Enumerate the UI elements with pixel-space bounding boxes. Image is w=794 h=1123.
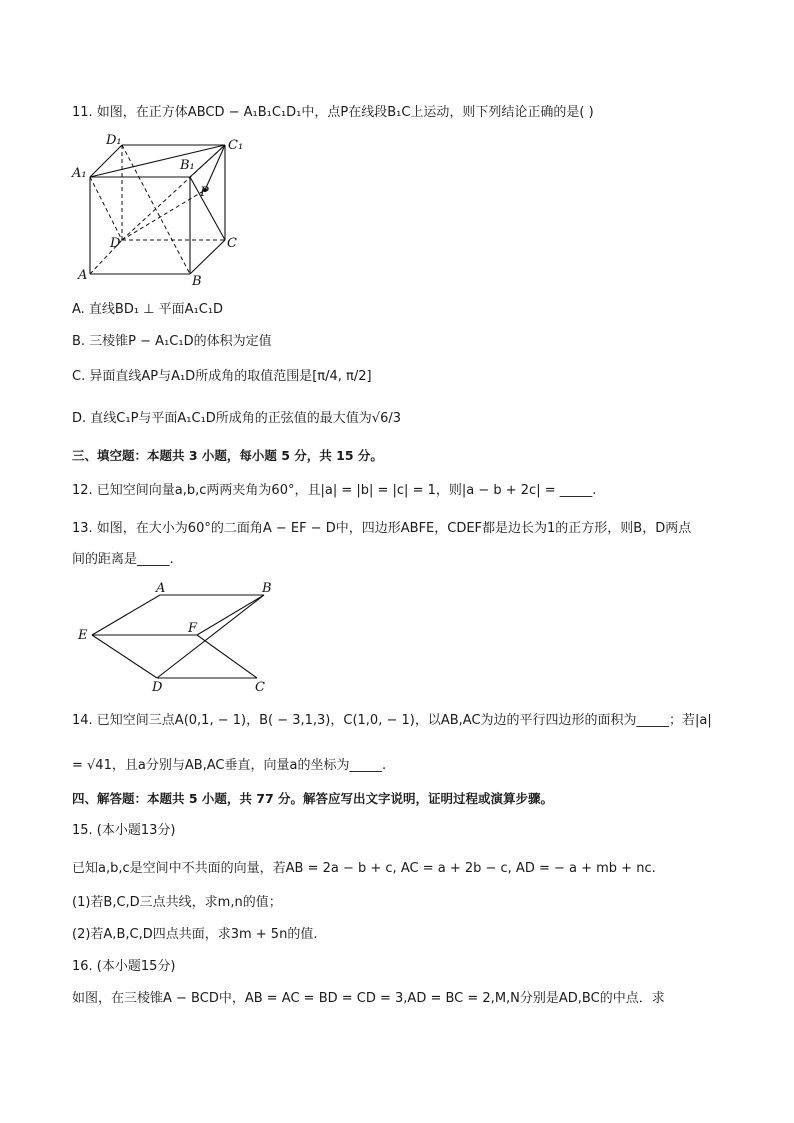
label-a1: A₁ [72, 166, 87, 181]
q11-option-d: D. 直线C₁P与平面A₁C₁D所成角的正弦值的最大值为√6/3 [72, 411, 402, 426]
q15-part1: (1)若B,C,D三点共线，求m,n的值； [72, 895, 282, 910]
q14-line1: 14. 已知空间三点A(0,1, − 1)，B( − 3,1,3)，C(1,0, − 1)，以AB,AC为边的平行四边形的面积为_____；若|a| [72, 713, 712, 728]
label-p: P [200, 185, 209, 200]
label-c: C [255, 680, 265, 695]
q15-part2: (2)若A,B,C,D四点共面，求3m + 5n的值. [72, 927, 318, 942]
label-a: A [156, 581, 166, 596]
label-b1: B₁ [180, 158, 195, 173]
label-c1: C₁ [228, 138, 244, 153]
dihedral-figure [72, 580, 287, 695]
q14-line2: = √41，且a分别与AB,AC垂直，向量a的坐标为_____. [72, 758, 387, 773]
seg-pc1 [205, 145, 225, 190]
label-f: F [188, 621, 198, 636]
section-solution-heading: 四、解答题：本题共 5 小题，共 77 分。解答应写出文字说明，证明过程或演算步骤。 [72, 791, 554, 806]
diag-a1c1 [90, 145, 225, 177]
cube-figure [70, 132, 255, 288]
label-c: C [227, 236, 237, 251]
q13-line2: 间的距离是_____. [72, 552, 174, 567]
label-d: D [152, 680, 163, 695]
q11-option-b: B. 三棱锥P − A₁C₁D的体积为定值 [72, 334, 272, 349]
edge-a1d1 [90, 145, 122, 177]
q11-option-c: C. 异面直线AP与A₁D所成角的取值范围是[π/4, π/2] [72, 369, 372, 384]
q16-heading: 16. (本小题15分) [72, 959, 176, 974]
label-a: A [78, 268, 88, 283]
label-e: E [78, 628, 88, 643]
q15-stem: 已知a,b,c是空间中不共面的向量，若AB = 2a − b + c, AC = a + 2b − c, AD = − a + mb + nc. [72, 861, 656, 876]
label-b: B [192, 274, 202, 288]
q12-text: 12. 已知空间向量a,b,c两两夹角为60°，且|a| = |b| = |c| = 1，则|a − b + 2c| = _____. [72, 483, 597, 498]
edge-bc [190, 240, 225, 274]
label-d: D [110, 236, 121, 251]
q13-line1: 13. 如图，在大小为60°的二面角A − EF − D中，四边形ABFE，CDEF都是边长为1的正方形，则B，D两点 [72, 521, 692, 536]
label-b: B [262, 581, 272, 596]
label-d1: D₁ [106, 133, 122, 148]
q11-stem: 11. 如图，在正方体ABCD − A₁B₁C₁D₁中，点P在线段B₁C上运动，则下列结论正确的是( ) [72, 105, 594, 120]
q15-heading: 15. (本小题13分) [72, 823, 176, 838]
q16-stem: 如图，在三棱锥A − BCD中，AB = AC = BD = CD = 3,AD = BC = 2,M,N分别是AD,BC的中点．求 [72, 991, 665, 1006]
section-fill-in-heading: 三、填空题：本题共 3 小题，每小题 5 分，共 15 分。 [72, 448, 383, 463]
q11-option-a: A. 直线BD₁ ⊥ 平面A₁C₁D [72, 302, 224, 317]
